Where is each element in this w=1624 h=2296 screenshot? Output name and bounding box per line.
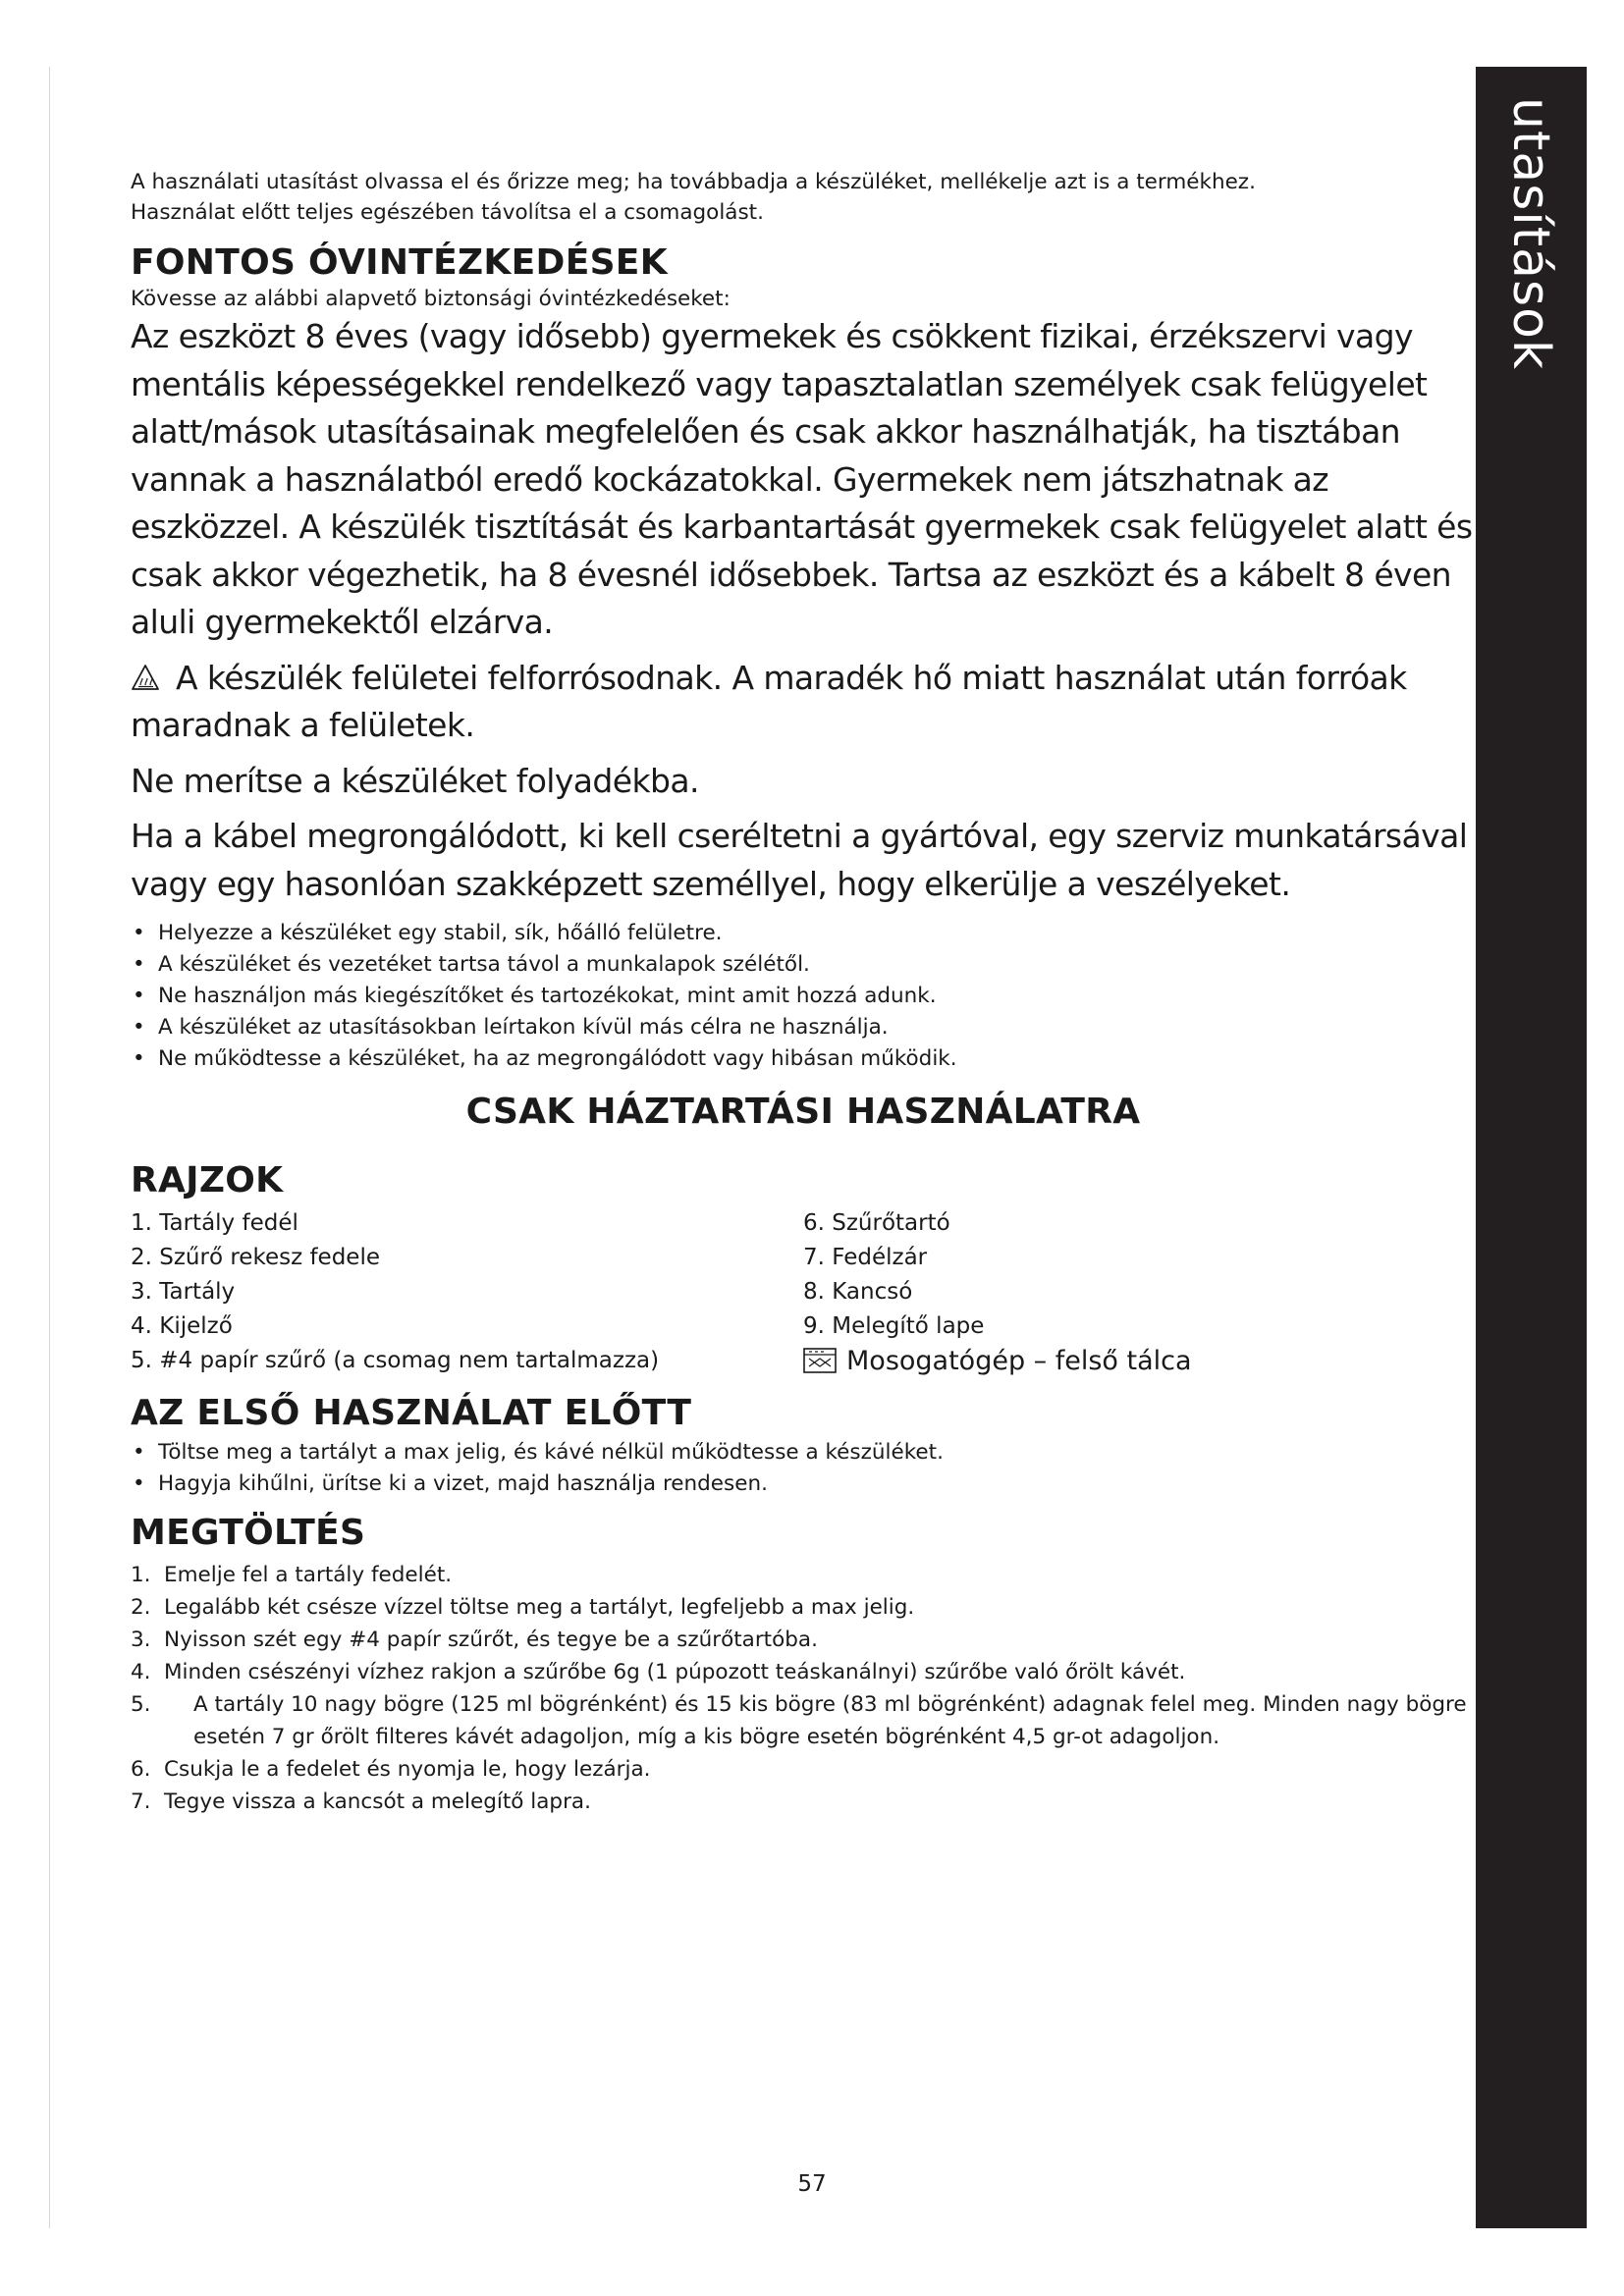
list-item: • Ne használjon más kiegészítőket és tartozékokat, mint amit hozzá adunk. (131, 981, 1476, 1012)
left-margin-rule (49, 67, 50, 2228)
first-use-heading: AZ ELSŐ HASZNÁLAT ELŐTT (131, 1393, 692, 1433)
list-item: 7. Fedélzár (803, 1245, 928, 1270)
list-item: 9. Melegítő lape (803, 1313, 985, 1339)
list-item: 4. Kijelző (131, 1313, 233, 1339)
list-item: 4. Minden csészényi vízhez rakjon a szűrőbe 6g (1 púpozott teáskanálnyi) szűrőbe való őrölt kávét. (131, 1660, 1186, 1684)
dishwasher-item (803, 1344, 1192, 1380)
list-item: 3. Tartály (131, 1279, 236, 1305)
intro-line-1: A használati utasítást olvassa el és őrizze meg; ha továbbadja a készüléket, mellékelje azt is a termékhez. (131, 170, 1256, 194)
page-number: 57 (797, 2171, 827, 2197)
list-item: • Hagyja kihűlni, ürítse ki a vizet, majd használja rendesen. (131, 1468, 1476, 1500)
list-item: 1. Tartály fedél (131, 1210, 298, 1236)
drawings-left-column (131, 1206, 803, 1380)
list-item: • A készüléket és vezetéket tartsa távol a munkalapok szélétől. (131, 949, 1476, 981)
list-item: • Ne működtesse a készüléket, ha az megrongálódott vagy hibásan működik. (131, 1043, 1476, 1075)
filling-heading: MEGTÖLTÉS (131, 1513, 366, 1553)
list-item: 5. #4 papír szűrő (a csomag nem tartalmazza) (131, 1348, 660, 1373)
liquid-paragraph: Ne merítse a készüléket folyadékba. (131, 761, 699, 800)
drawings-right-column (803, 1206, 1192, 1380)
drawings-heading: RAJZOK (131, 1160, 284, 1201)
list-item: 2. Szűrő rekesz fedele (131, 1245, 380, 1270)
list-item: • A készüléket az utasításokban leírtakon kívül más célra ne használja. (131, 1012, 1476, 1043)
precautions-bullets (131, 918, 1476, 1075)
intro-line-2: Használat előtt teljes egészében távolítsa el a csomagolást. (131, 200, 764, 225)
drawings-list (131, 1206, 1476, 1380)
page-content (131, 167, 1476, 1818)
list-item: 6. Szűrőtartó (803, 1210, 950, 1236)
list-item: 8. Kancsó (803, 1279, 913, 1305)
list-item: 2. Legalább két csésze vízzel töltse meg a tartályt, legfeljebb a max jelig. (131, 1595, 915, 1620)
list-item: 1. Emelje fel a tartály fedelét. (131, 1563, 453, 1587)
dishwasher-label: Mosogatógép – felső tálca (846, 1346, 1192, 1376)
hot-surface-paragraph (131, 655, 1476, 750)
precautions-follow: Kövesse az alábbi alapvető biztonsági óvintézkedéseket: (131, 287, 731, 311)
list-item: • Töltse meg a tartályt a max jelig, és kávé nélkül működtesse a készüléket. (131, 1437, 1476, 1468)
filling-steps (131, 1559, 1476, 1818)
first-use-bullets (131, 1437, 1476, 1500)
side-tab-label: utasítások (1501, 96, 1560, 371)
list-item: 6. Csukja le a fedelet és nyomja le, hogy lezárja. (131, 1757, 651, 1782)
side-tab (1476, 67, 1587, 2228)
intro (131, 167, 1476, 228)
dishwasher-icon (803, 1348, 837, 1373)
household-heading: CSAK HÁZTARTÁSI HASZNÁLATRA (465, 1092, 1141, 1132)
list-item: 5. A tartály 10 nagy bögre (125 ml bögrénként) és 15 kis bögre (83 ml bögrénként) adagnak felel meg. Minden nagy bögre esetén 7 gr őrölt filteres kávét adagoljon, míg a kis bögre esetén bögrénként 4,5 gr-ot adagoljon. (131, 1692, 1467, 1749)
hot-surface-text: A készülék felületei felforrósodnak. A maradék hő miatt használat után forróak maradnak a felületek. (131, 658, 1407, 744)
cable-paragraph: Ha a kábel megrongálódott, ki kell cseréltetni a gyártóval, egy szerviz munkatársával vagy egy hasonlóan szakképzett személlyel, hogy elkerülje a veszélyeket. (131, 817, 1468, 903)
list-item: 7. Tegye vissza a kancsót a melegítő lapra. (131, 1789, 591, 1814)
precautions-heading: FONTOS ÓVINTÉZKEDÉSEK (131, 242, 668, 283)
children-paragraph: Az eszközt 8 éves (vagy idősebb) gyermekek és csökkent fizikai, érzékszervi vagy mentális képességekkel rendelkező vagy tapasztalatlan személyek csak felügyelet alatt/mások utasításainak megfelelően és csak akkor használhatják, ha tisztában vannak a használatból eredő kockázatokkal. Gyermekek nem játszhatnak az eszközzel. A készülék tisztítását és karbantartását gyermekek csak felügyelet alatt és csak akkor végezhetik, ha 8 évesnél idősebbek. Tartsa az eszközt és a kábelt 8 éven aluli gyermekektől elzárva. (131, 317, 1473, 641)
list-item: 3. Nyisson szét egy #4 papír szűrőt, és tegye be a szűrőtartóba. (131, 1628, 818, 1652)
list-item: • Helyezze a készüléket egy stabil, sík, hőálló felületre. (131, 918, 1476, 949)
hot-surface-warning-icon (131, 664, 160, 691)
